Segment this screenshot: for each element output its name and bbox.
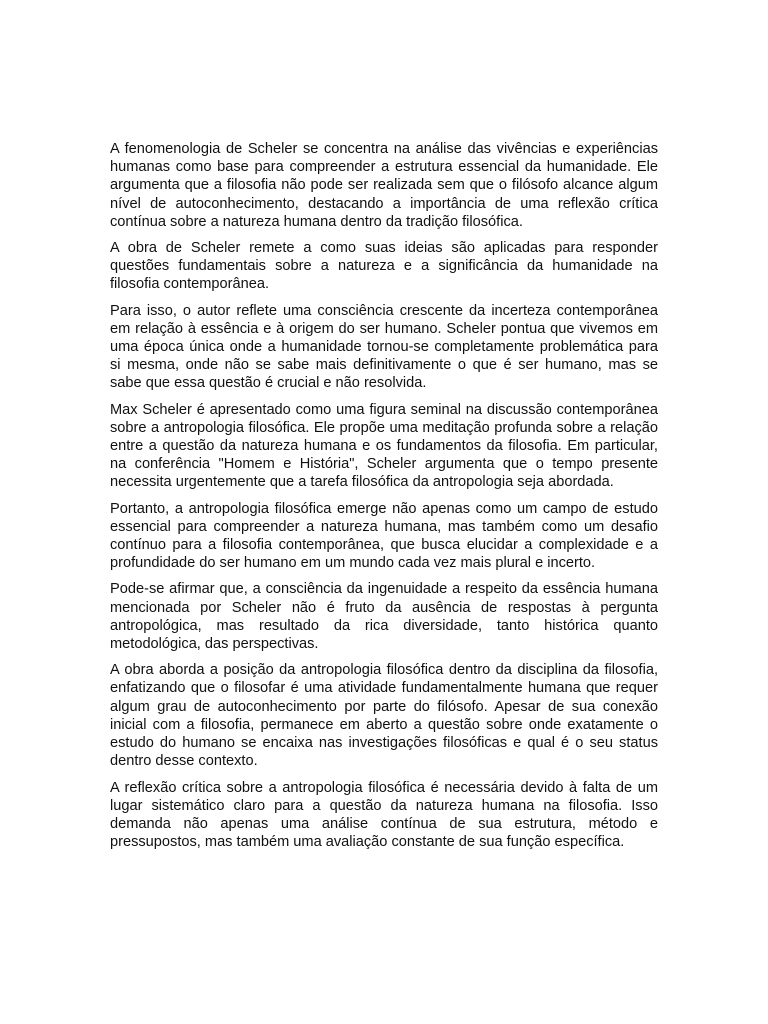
paragraph-6: Pode-se afirmar que, a consciência da ingenuidade a respeito da essência humana mencionada por Scheler não é fruto da ausência de respostas à pergunta antropológica, mas resultado da rica diversidade, tanto histórica quanto metodológica, das perspectivas. [110, 581, 658, 653]
paragraph-8: A reflexão crítica sobre a antropologia filosófica é necessária devido à falta de um lugar sistemático claro para a questão da natureza humana na filosofia. Isso demanda não apenas uma análise contínua de sua estrutura, método e pressupostos, mas também uma avaliação constante de sua função específica. [110, 779, 658, 851]
paragraph-1: A fenomenologia de Scheler se concentra na análise das vivências e experiências humanas como base para compreender a estrutura essencial da humanidade. Ele argumenta que a filosofia não pode ser realizada sem que o filósofo alcance algum nível de autoconhecimento, destacando a importância de uma reflexão crítica contínua sobre a natureza humana dentro da tradição filosófica. [110, 141, 658, 230]
paragraph-3: Para isso, o autor reflete uma consciência crescente da incerteza contemporânea em relação à essência e à origem do ser humano. Scheler pontua que vivemos em uma época única onde a humanidade tornou-se completamente problemática para si mesma, onde não se sabe mais definitivamente o que é ser humano, mas se sabe que essa questão é crucial e não resolvida. [110, 302, 658, 392]
paragraph-5: Portanto, a antropologia filosófica emerge não apenas como um campo de estudo essencial para compreender a natureza humana, mas também como um desafio contínuo para a filosofia contemporânea, que busca elucidar a complexidade e a profundidade do ser humano em um mundo cada vez mais plural e incerto. [110, 500, 658, 572]
paragraph-7: A obra aborda a posição da antropologia filosófica dentro da disciplina da filosofia, enfatizando que o filosofar é uma atividade fundamentalmente humana que requer algum grau de autoconhecimento por parte do filósofo. Apesar de sua conexão inicial com a filosofia, permanece em aberto a questão sobre onde exatamente o estudo do humano se encaixa nas investigações filosóficas e qual é o seu status dentro desse contexto. [110, 662, 658, 770]
document-body [110, 140, 658, 859]
paragraph-4: Max Scheler é apresentado como uma figura seminal na discussão contemporânea sobre a antropologia filosófica. Ele propõe uma meditação profunda sobre a relação entre a questão da natureza humana e os fundamentos da filosofia. Em particular, na conferência "Homem e História", Scheler argumenta que o tempo presente necessita urgentemente que a tarefa filosófica da antropologia seja abordada. [110, 401, 658, 491]
paragraph-2: A obra de Scheler remete a como suas ideias são aplicadas para responder questões fundamentais sobre a natureza e a significância da humanidade na filosofia contemporânea. [110, 240, 658, 293]
